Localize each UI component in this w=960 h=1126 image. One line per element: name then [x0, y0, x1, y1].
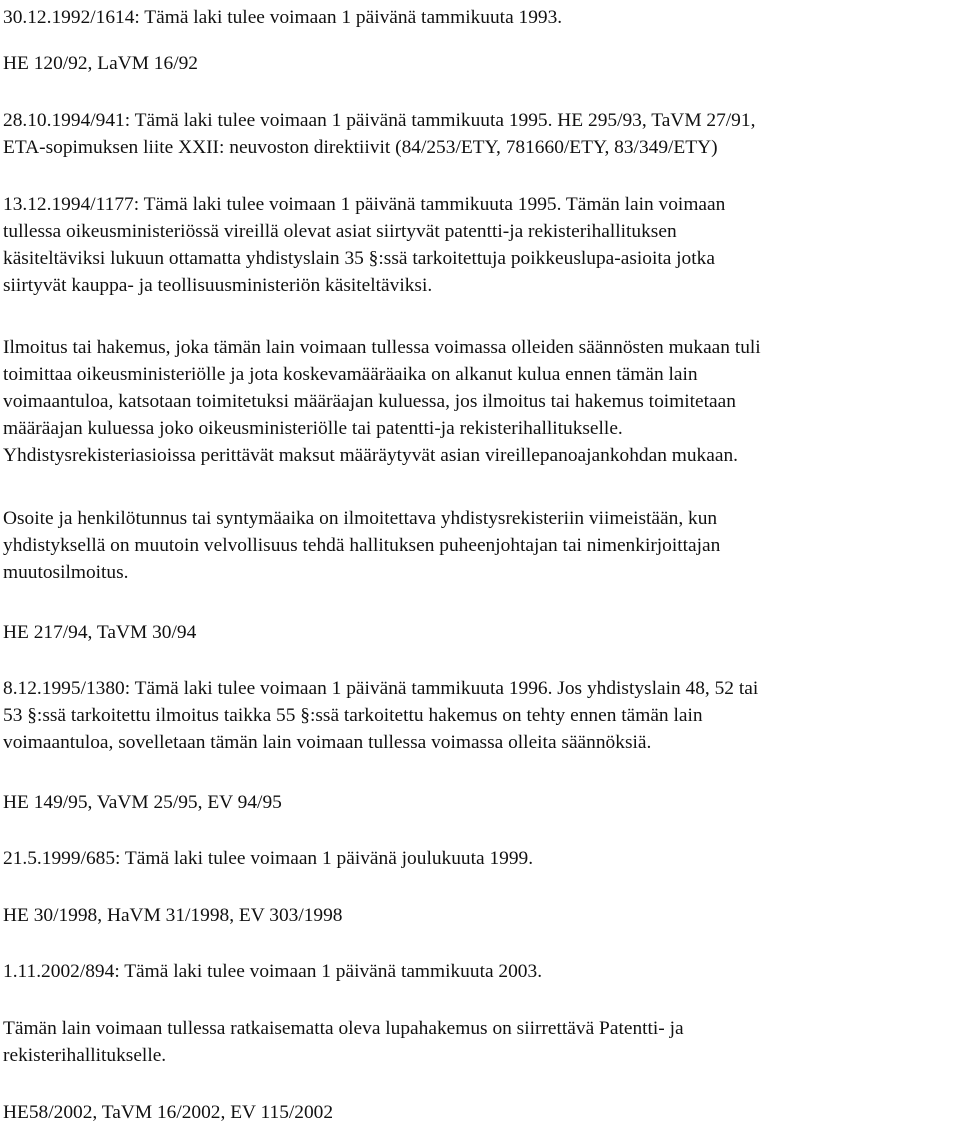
paragraph-reference-he-58-2002 — [3, 1099, 953, 1126]
paragraph-amendment-1994-1177 — [3, 191, 953, 299]
paragraph-amendment-1999-685 — [3, 845, 953, 872]
text-line: 13.12.1994/1177: Tämä laki tulee voimaan 1 päivänä tammikuuta 1995. Tämän lain voimaan — [3, 194, 726, 215]
paragraph-reference-he-30-1998 — [3, 902, 953, 929]
text-line: 30.12.1992/1614: Tämä laki tulee voimaan 1 päivänä tammikuuta 1993. — [3, 7, 563, 28]
paragraph-amendment-1994-941 — [3, 107, 953, 161]
text-line: HE 30/1998, HaVM 31/1998, EV 303/1998 — [3, 905, 343, 926]
text-line: ETA-sopimuksen liite XXII: neuvoston direktiivit (84/253/ETY, 781660/ETY, 83/349/ETY) — [3, 137, 718, 158]
text-line: tullessa oikeusministeriössä vireillä olevat asiat siirtyvät patentti-ja rekisterihallituksen — [3, 221, 677, 242]
text-line: HE58/2002, TaVM 16/2002, EV 115/2002 — [3, 1102, 334, 1123]
text-line: HE 149/95, VaVM 25/95, EV 94/95 — [3, 792, 282, 813]
text-line: 8.12.1995/1380: Tämä laki tulee voimaan 1 päivänä tammikuuta 1996. Jos yhdistyslain 48, 52 tai — [3, 678, 759, 699]
text-line: toimittaa oikeusministeriölle ja jota koskevamääräaika on alkanut kulua ennen tämän lain — [3, 364, 698, 385]
paragraph-amendment-1992 — [3, 4, 953, 31]
paragraph-pending-permit-applications — [3, 1015, 953, 1069]
paragraph-amendment-1995-1380 — [3, 675, 953, 756]
text-line: 53 §:ssä tarkoitettu ilmoitus taikka 55 §:ssä tarkoitettu hakemus on tehty ennen tämän lain — [3, 705, 703, 726]
text-line: rekisterihallitukselle. — [3, 1045, 167, 1066]
text-line: muutosilmoitus. — [3, 562, 129, 583]
text-line: voimaantuloa, katsotaan toimitetuksi määräajan kuluessa, jos ilmoitus tai hakemus toimitetaan — [3, 391, 736, 412]
text-line: 28.10.1994/941: Tämä laki tulee voimaan 1 päivänä tammikuuta 1995. HE 295/93, TaVM 27/91, — [3, 110, 756, 131]
text-line: Ilmoitus tai hakemus, joka tämän lain voimaan tullessa voimassa olleiden säännösten mukaan tuli — [3, 337, 761, 358]
paragraph-address-and-identity — [3, 505, 953, 586]
text-line: HE 120/92, LaVM 16/92 — [3, 53, 198, 74]
text-line: käsiteltäviksi lukuun ottamatta yhdistyslain 35 §:ssä tarkoitettuja poikkeuslupa-asioita jotka — [3, 248, 715, 269]
text-line: Osoite ja henkilötunnus tai syntymäaika on ilmoitettava yhdistysrekisteriin viimeistään, kun — [3, 508, 718, 529]
text-line: 21.5.1999/685: Tämä laki tulee voimaan 1 päivänä joulukuuta 1999. — [3, 848, 534, 869]
text-line: voimaantuloa, sovelletaan tämän lain voimaan tullessa voimassa olleita säännöksiä. — [3, 732, 652, 753]
text-line: yhdistyksellä on muutoin velvollisuus tehdä hallituksen puheenjohtajan tai nimenkirjoittajan — [3, 535, 721, 556]
paragraph-reference-he-217-94 — [3, 619, 953, 646]
text-line: määräajan kuluessa joko oikeusministeriölle tai patentti-ja rekisterihallitukselle. — [3, 418, 623, 439]
paragraph-amendment-2002-894 — [3, 958, 953, 985]
text-line: Yhdistysrekisteriasioissa perittävät maksut määräytyvät asian vireillepanoajankohdan mukaan. — [3, 445, 739, 466]
text-line: HE 217/94, TaVM 30/94 — [3, 622, 197, 643]
text-line: 1.11.2002/894: Tämä laki tulee voimaan 1 päivänä tammikuuta 2003. — [3, 961, 543, 982]
paragraph-reference-he-149-95 — [3, 789, 953, 816]
text-line: siirtyvät kauppa- ja teollisuusministeriön käsiteltäviksi. — [3, 275, 433, 296]
paragraph-notice-or-application — [3, 334, 953, 469]
paragraph-reference-he-120-92 — [3, 50, 953, 77]
text-line: Tämän lain voimaan tullessa ratkaisematta oleva lupahakemus on siirrettävä Patentti- ja — [3, 1018, 684, 1039]
